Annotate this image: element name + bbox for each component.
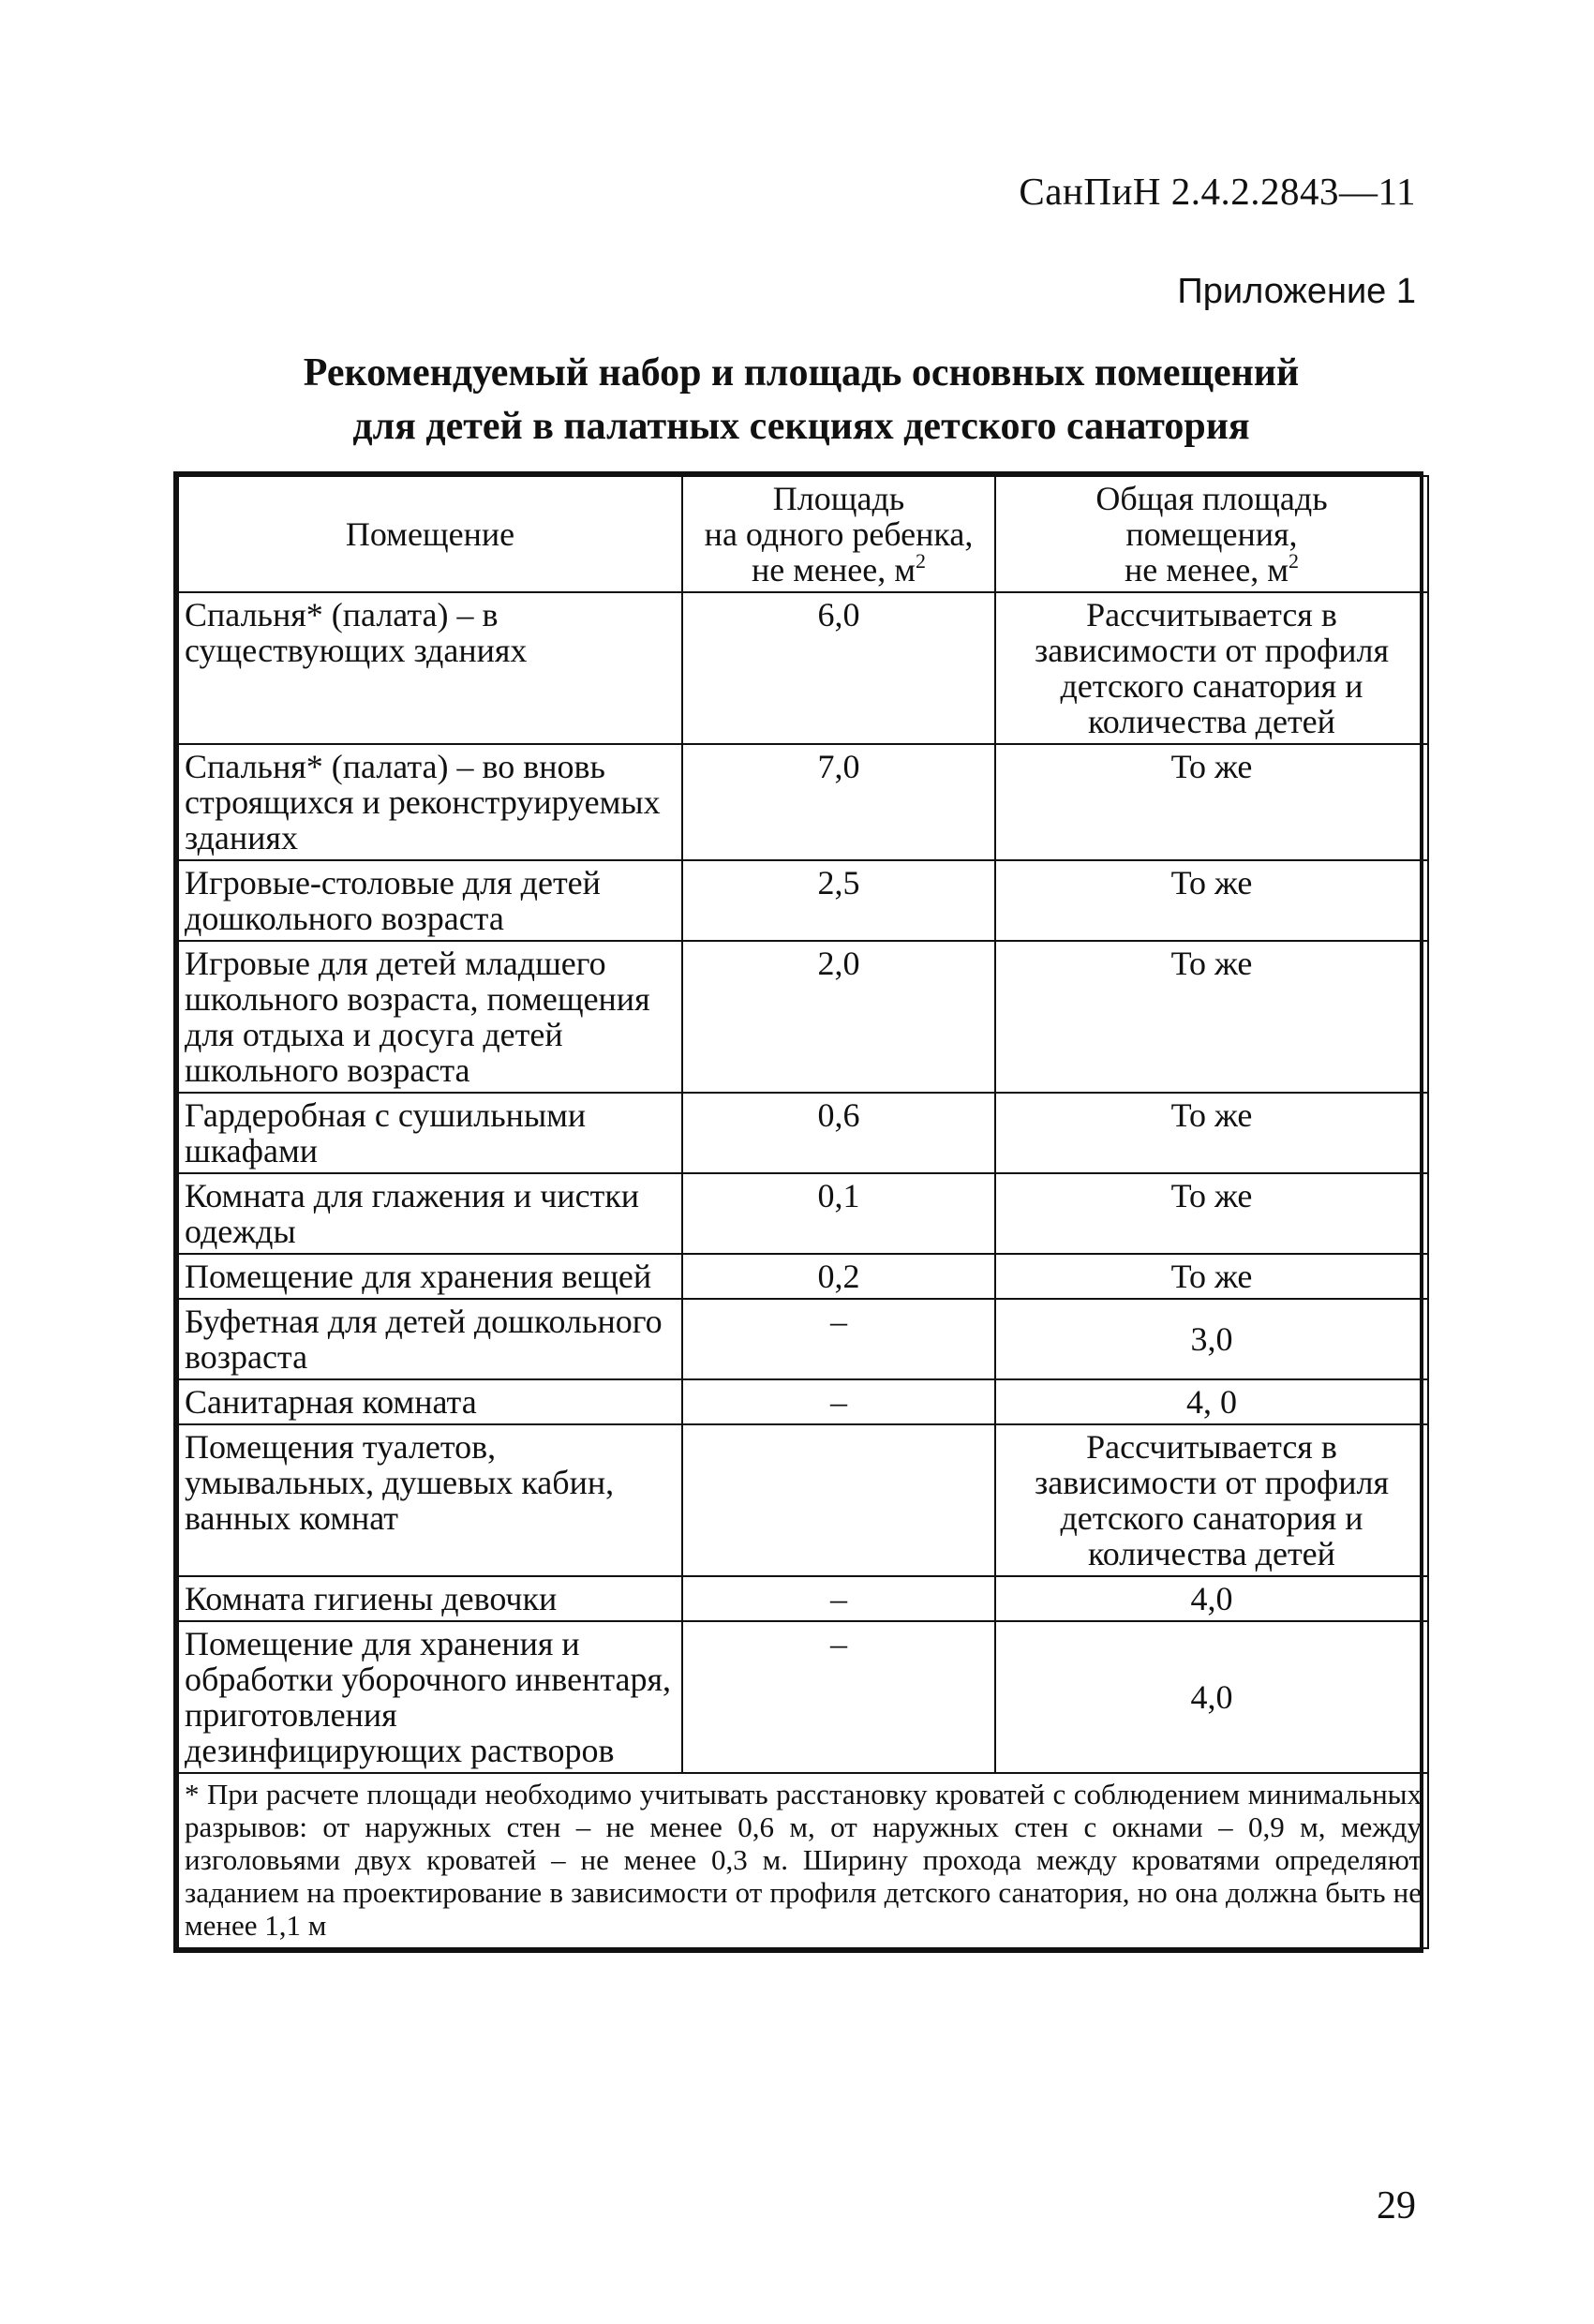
per-child-area-cell: 6,0 — [682, 592, 995, 744]
room-cell: Помещения туалетов, умывальных, душевых кабин, ванных комнат — [178, 1424, 682, 1576]
table-title-line-2: для детей в палатных секциях детского санатория — [352, 405, 1250, 448]
room-cell: Буфетная для детей дошкольного возраста — [178, 1299, 682, 1379]
per-child-area-cell: – — [682, 1379, 995, 1424]
header-total-unit-sup: 2 — [1289, 549, 1299, 573]
header-room-label: Помещение — [345, 515, 515, 553]
total-area-cell: То же — [995, 1173, 1428, 1254]
table-row — [178, 1093, 1428, 1173]
per-child-area-cell: 0,1 — [682, 1173, 995, 1254]
table-row — [178, 1379, 1428, 1424]
total-area-cell: То же — [995, 941, 1428, 1093]
header-total — [995, 476, 1428, 592]
table-footnote: * При расчете площади необходимо учитывать расстановку кроватей с соблюдением минимальных разрывов: от наружных стен – не менее 0,6 м, от наружных стен с окнами – 0,9 м, между изголовьями двух кроватей – не менее 0,3 м. Ширину прохода между кроватями определяют заданием на проектирование в зависимости от профиля детского санатория, но она должна быть не менее 1,1 м — [178, 1773, 1428, 1948]
total-area-cell: То же — [995, 860, 1428, 941]
per-child-area-cell: 2,5 — [682, 860, 995, 941]
per-child-area-cell: 0,2 — [682, 1254, 995, 1299]
header-per-child-line-3 — [687, 549, 991, 588]
room-cell: Комната для глажения и чистки одежды — [178, 1173, 682, 1254]
table-title — [178, 347, 1424, 454]
table-row — [178, 744, 1428, 860]
table-header-row — [178, 476, 1428, 592]
table-row — [178, 860, 1428, 941]
table-row — [178, 1576, 1428, 1621]
page-number: 29 — [1377, 2184, 1416, 2227]
table-row — [178, 1621, 1428, 1773]
header-room — [178, 476, 682, 592]
total-area-cell: 4,0 — [995, 1576, 1428, 1621]
total-area-cell: Рассчитывается в зависимости от профиля детского санатория и количества детей — [995, 592, 1428, 744]
table-row — [178, 1424, 1428, 1576]
total-area-cell: Рассчитывается в зависимости от профиля детского санатория и количества детей — [995, 1424, 1428, 1576]
room-cell: Гардеробная с сушильными шкафами — [178, 1093, 682, 1173]
total-area-cell: То же — [995, 1254, 1428, 1299]
room-cell: Санитарная комната — [178, 1379, 682, 1424]
room-cell: Спальня* (палата) – во вновь строящихся и реконструируемых зданиях — [178, 744, 682, 860]
total-area-cell: То же — [995, 744, 1428, 860]
per-child-area-cell: 0,6 — [682, 1093, 995, 1173]
room-cell: Спальня* (палата) – в существующих зданиях — [178, 592, 682, 744]
table-row — [178, 941, 1428, 1093]
per-child-area-cell: – — [682, 1299, 995, 1379]
room-cell: Помещение для хранения вещей — [178, 1254, 682, 1299]
header-per-child-line-1: Площадь — [772, 480, 905, 517]
appendix-label: Приложение 1 — [1177, 272, 1416, 311]
per-child-area-cell: 2,0 — [682, 941, 995, 1093]
header-total-line-3 — [1000, 549, 1423, 588]
room-cell: Комната гигиены девочки — [178, 1576, 682, 1621]
header-total-line-1: Общая площадь — [1095, 480, 1328, 517]
total-area-cell: То же — [995, 1093, 1428, 1173]
table-title-line-1: Рекомендуемый набор и площадь основных помещений — [303, 351, 1300, 395]
per-child-area-cell: – — [682, 1621, 995, 1773]
table-row — [178, 1173, 1428, 1254]
total-area-cell: 4,0 — [995, 1621, 1428, 1773]
table-footnote-row — [178, 1773, 1428, 1948]
rooms-table — [173, 471, 1423, 1953]
document-code: СанПиН 2.4.2.2843—11 — [1019, 170, 1416, 213]
total-area-cell: 4, 0 — [995, 1379, 1428, 1424]
table-row — [178, 592, 1428, 744]
header-per-child-unit-sup: 2 — [916, 549, 926, 573]
table-row — [178, 1254, 1428, 1299]
per-child-area-cell: 7,0 — [682, 744, 995, 860]
header-per-child — [682, 476, 995, 592]
header-per-child-line-2: на одного ребенка, — [704, 515, 974, 553]
header-total-line-2: помещения, — [1125, 515, 1298, 553]
header-per-child-unit: не менее, м — [751, 551, 916, 588]
room-cell: Помещение для хранения и обработки уборочного инвентаря, приготовления дезинфицирующих растворов — [178, 1621, 682, 1773]
table-row — [178, 1299, 1428, 1379]
header-total-unit: не менее, м — [1124, 551, 1289, 588]
room-cell: Игровые-столовые для детей дошкольного возраста — [178, 860, 682, 941]
room-cell: Игровые для детей младшего школьного возраста, помещения для отдыха и досуга детей школьного возраста — [178, 941, 682, 1093]
per-child-area-cell — [682, 1424, 995, 1576]
per-child-area-cell: – — [682, 1576, 995, 1621]
total-area-cell: 3,0 — [995, 1299, 1428, 1379]
